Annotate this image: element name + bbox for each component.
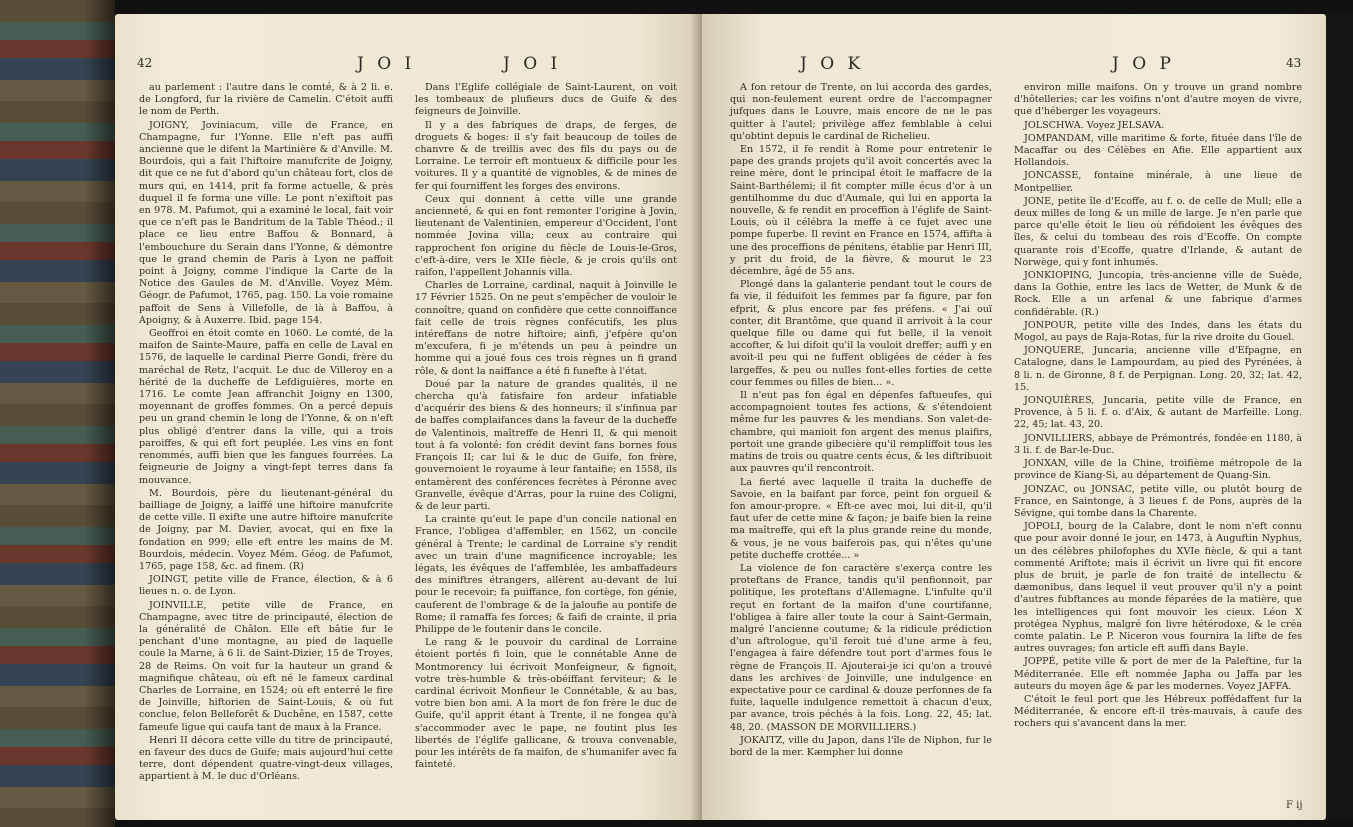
entry-jokaitz: JOKAITZ, ville du Japon, dans l'île de Niphon, fur le bord de la mer. Kæmpher lui donne: [730, 734, 992, 758]
left-page-number: 42: [137, 56, 153, 70]
entry-joncasse: JONCASSE, fontaine minérale, à une lieue de Montpellier.: [1014, 170, 1302, 194]
entry-jonvilliers: JONVILLIERS, abbaye de Prémontrés, fondée en 1180, à 3 li. f. de Bar-le-Duc.: [1014, 432, 1302, 456]
entry-paragraph: En 1572, il fe rendit à Rome pour entretenir le pape des grands projets qu'il avoit concertés avec la reine mère, dont le principal étoit le maffacre de la Saint-Barthélemi; il fit compter mille écus d'or à un gentilhomme du duc d'Aumale, qui lui en apporta la nouvelle, & fe rendit en proceffion à l'églife de Saint-Louis, où il célébra la meffe à ce fujet avec une pompe fuperbe. Il revint en France en 1574, affifta à une des proceffions de pénitens, établie par Henri III, y prit du froid, de la fièvre, & mourut le 23 décembre, âgé de 55 ans.: [730, 144, 993, 278]
left-column-2: [415, 82, 677, 772]
entry-paragraph: La violence de fon caractère s'exerça contre les proteftans de France, tandis qu'il penfionnoit, par politique, les proteftans d'Allemagne. L'infulte qu'il reçut en fortant de la maifon d'une courtifanne, l'obligea à faire aller toute la cour à Saint-Germain, malgré l'ancienne coutume; & la ridicule prédiction d'un aftrologue, qu'il feroit tué d'une arme à feu, l'engagea à faire défendre tout port d'armes fous le règne de François II. Ajouterai-je ici qu'on a trouvé dans les archives de Joinville, une indulgence en expectative pour ce cardinal & douze perfonnes de fa fuite, laquelle indulgence remettoit à chacun d'eux, par avance, trois péchés à la fois. Long. 22, 45; lat. 48, 20. (MASSON DE MORVILLIERS.): [730, 562, 992, 733]
entry-paragraph: Charles de Lorraine, cardinal, naquit à Joinville le 17 Février 1525. On ne peut s'empêcher de vouloir le connoître, quand on confidère que cette connoiffance fait celle de trois règnes confécutifs, les plus intéreffans de notre hiftoire; ainfi, j'efpère qu'on m'excufera, fi je m'étends un peu à peindre un homme qui a joué fous ces trois règnes un fi grand rôle, & dont la naiffance a été fi funefte à l'état.: [415, 280, 677, 377]
entry-jonkioping: JONKIOPING, Juncopia, très-ancienne ville de Suède, dans la Gothie, entre les lacs de Wetter, de Munk & de Rock. Elle a un arfenal & une fabrique d'armes confidérable. (R.): [1014, 270, 1302, 318]
entry-paragraph: M. Bourdois, père du lieutenant-général du bailliage de Joigny, a laiffé une hiftoire manufcrite de cette ville. Il exifte une autre hiftoire manufcrite de Joigny, par M. Davier, avocat, qui en fixe la fondation en 999; elle eft entre les mains de M. Bourdois, médecin. Voyez Mém. Géog. de Pafumot, 1765, page 158, &c. ad finem. (R): [139, 487, 393, 572]
entry-paragraph: Ceux qui donnent à cette ville une grande ancienneté, & qui en font remonter l'origine à Jovin, lieutenant de Valentinien, empereur d'Occident, l'ont nommée Jovina villa; ceux au contraire qui rapprochent fon origine du fiècle de Louis-le-Gros, c'eft-à-dire, vers le XIIe fiècle, & je crois qu'ils ont raifon, l'appellent Johannis villa.: [415, 193, 677, 279]
right-page-number: 43: [1286, 56, 1302, 70]
entry-paragraph: La fierté avec laquelle il traita la ducheffe de Savoie, en la baifant par force, peint fon orgueil & fon amour-propre. « Eft-ce avec moi, lui dit-il, qu'il faut ufer de cette mine & façon; je baife bien la reine ma maîtreffe, qui eft la plus grande reine du monde, & vous, je ne vous baiferois pas, qui n'êtes qu'une petite ducheffe crottée... »: [730, 476, 992, 561]
left-running-head: J O I: [357, 54, 416, 74]
right-running-head-right: J O P: [1112, 54, 1175, 74]
entry-paragraph: Le rang & le pouvoir du cardinal de Lorraine étoient portés fi loin, que le connétable Anne de Montmorency lui écrivoit Monfeigneur, & fignoit, votre très-humble & très-obéiffant ferviteur; & le cardinal écrivoit Monfieur le Connétable, & au bas, votre bien bon ami. A la mort de fon frère le duc de Guife, qu'il apprit étant à Trente, il ne fongea qu'à s'accommoder avec le pape, ne foutint plus les libertés de l'églife gallicane, & trouva convenable, pour les intérêts de fa maifon, de s'humanifer avec fa fainteté.: [415, 637, 677, 771]
signature-mark: F ij: [1286, 800, 1303, 811]
entry-joppe: JOPPÉ, petite ville & port de mer de la Paleftine, fur la Méditerranée. Elle eft nommée Japha ou Jaffa par les auteurs du moyen âge & par les modernes. Voyez JAFFA.: [1014, 656, 1302, 692]
right-column-1: [730, 82, 992, 760]
entry-jonquere: JONQUERE, Juncaria, ancienne ville d'Efpagne, en Catalogne, dans le Lampourdam, au pied des Pyrénées, à 8 li. n. de Gironne, 8 f. de Perpignan. Long. 20, 32; lat. 42, 15.: [1014, 345, 1302, 393]
entry-jonquieres: JONQUIÈRES, Juncaria, petite ville de France, en Provence, à 5 li. f. o. d'Aix, & autant de Marfeille. Long. 22, 45; lat. 43, 20.: [1014, 395, 1302, 431]
entry-paragraph: Il y a des fabriques de draps, de ferges, de droguets & boges: il s'y fait beaucoup de toiles de chanvre & de treillis avec des fils du pays ou de Lorraine. Le terroir eft montueux & difficile pour les voitures. Il y a quantité de vignobles, & de mines de fer qui fourniffent les forges des environs.: [415, 119, 677, 192]
entry-jompandam: JOMPANDAM, ville maritime & forte, fituée dans l'île de Macaffar ou des Célèbes en Afie. Elle appartient aux Hollandois.: [1014, 132, 1302, 169]
entry-paragraph: Geoffroi en étoit comte en 1060. Le comté, de la maifon de Sainte-Maure, paffa en celle de Laval en 1576, de laquelle le cardinal Pierre Gondi, frère du maréchal de Retz, l'acquit. Le duc de Villeroy en a hérité de la ducheffe de Lefdiguières, morte en 1716. Le comte Jean affranchit Joigny en 1300, moyennant de groffes fommes. On a percé depuis peu un grand chemin le long de l'Yonne, & on n'eft plus obligé d'entrer dans la ville, qui a trois paroiffes, & qui eft fort peuplée. Les vins en font renommés, auffi bien que les fangues fourrées. La feigneurie de Joigny a vingt-fept terres dans fa mouvance.: [139, 328, 393, 486]
entry-joinville: JOINVILLE, petite ville de France, en Champagne, avec titre de principauté, élection de la généralité de Châlon. Elle eft bâtie fur le penchant d'une montagne, au pied de laquelle coule la Marne, à 6 li. de Saint-Dizier, 15 de Troyes, 28 de Reims. On voit fur la hauteur un grand & magnifique château, où eft né le fameux cardinal Charles de Lorraine, en 1524; où eft enterré le fire de Joinville, hiftorien de Saint-Louis, & où fut conclue, felon Belleforêt & Duchêne, en 1587, cette fameufe ligue qui caufa tant de maux à la France.: [139, 599, 393, 733]
left-page: [115, 14, 702, 820]
entry-jolschwa: JOLSCHWA. Voyez JELSAVA.: [1024, 119, 1165, 131]
entry-joingt: JOINGT, petite ville de France, élection, & à 6 lieues n. o. de Lyon.: [139, 574, 393, 598]
entry-paragraph: Doué par la nature de grandes qualités, il ne chercha qu'à fatisfaire fon ardeur infatiable d'acquérir des biens & des honneurs; il s'infinua par de baffes complaifances dans la faveur de la ducheffe de Valentinois, maîtreffe de Henri II, & qui menoit tout à fa volonté: fon crédit devint fans bornes fous François II; car lui & le duc de Guife, fon frère, gouvernoient le royaume à leur fantaifie; en 1558, ils entamèrent des conférences fecrètes à Péronne avec Granvelle, évêque d'Arras, pour la ruine des Coligni, & de leur parti.: [415, 378, 677, 512]
right-running-head-left: J O K: [800, 54, 865, 74]
entry-jonzac: JONZAC, ou JONSAC, petite ville, ou plutôt bourg de France, en Saintonge, à 3 lieues f. de Pons, auprès de la Sévigne, qui tombe dans la Charente.: [1014, 483, 1302, 519]
entry-paragraph: Dans l'Eglife collégiale de Saint-Laurent, on voit les tombeaux de plufieurs ducs de Guife & des feigneurs de Joinville.: [415, 82, 677, 118]
right-page: [702, 14, 1326, 820]
entry-paragraph: au parlement : l'autre dans le comté, & à 2 li. e. de Longford, fur la rivière de Camelin. C'étoit auffi le nom de Perth.: [139, 82, 393, 118]
right-column-2: [1014, 82, 1302, 732]
left-column-1: [139, 82, 393, 785]
entry-paragraph: Plongé dans la galanterie pendant tout le cours de fa vie, il féduifoit les femmes par fa figure, par fon efprit, & plus encore par fes préfens. « J'ai ouï conter, dit Brantôme, que quand il arrivoit à la cour quelque fille ou dame qui fut belle, il la venoit accofter, & lui difoit qu'il la vouloit dreffer; auffi y en avoit-il peu qui ne fuffent obligées de céder à fes largeffes, & peu ou nulles font-elles forties de cette cour femmes ou filles de bien... ».: [730, 279, 992, 388]
entry-paragraph: Henri II décora cette ville du titre de principauté, en faveur des ducs de Guife; mais aujourd'hui cette terre, dont dépendent quatre-vingt-deux villages, appartient à M. le duc d'Orléans.: [139, 734, 393, 783]
entry-paragraph: Il n'eut pas fon égal en dépenfes faftueufes, qui accompagnoient toutes fes actions, & s'étendoient même fur les pauvres & les mendians. Son valet-de-chambre, qui manioit fon argent des menus plaifirs, portoit une grande gibecière qu'il rempliffoit tous les matins de trois ou quatre cents écus, & les diftribuoit aux pauvres qu'il rencontroit.: [730, 390, 992, 475]
entry-jone: JONE, petite île d'Ecoffe, au f. o. de celle de Mull; elle a deux milles de long & un mille de large. Je n'en parle que parce qu'elle étoit le lieu où réfidoient les évêques des îles, & celui du tombeau des rois d'Ecoffe. On compte quarante rois d'Ecoffe, quatre d'Irlande, & autant de Norwège, qui y font inhumés.: [1014, 195, 1302, 268]
entry-joigny: JOIGNY, Joviniacum, ville de France, en Champagne, fur l'Yonne. Elle n'eft pas auffi ancienne que le difent la Martinière & d'Anville. M. Bourdois, qui a fait l'hiftoire manufcrite de Joigny, dit que ce ne fut d'abord qu'un château fort, clos de murs qui, en 1414, prit fa forme actuelle, & près duquel il fe forma une ville. Le pont n'exiftoit pas en 978. M. Pafumot, qui a examiné le local, fait voir que ce n'eft pas le Bandritum de la Table Théod.; il place ce lieu entre Baffou & Bonnard, à l'embouchure du Serain dans l'Yonne, & démontre que le grand chemin de Paris à Lyon ne paffoit point à Joigny, comme l'indique la Carte de la Notice des Gaules de M. d'Anville. Voyez Mém. Géogr. de Pafumot, 1765, pag. 150. La voie romaine paffoit de Sens à Villefolle, de là à Baffou, à Apoigny, & à Auxerre. Ibid. page 154.: [139, 119, 393, 326]
entry-paragraph: environ mille maifons. On y trouve un grand nombre d'hôtelleries; car les voifins n'ont d'autre moyen de vivre, que d'héberger les voyageurs.: [1014, 82, 1302, 118]
entry-jopoli: JOPOLI, bourg de la Calabre, dont le nom n'eft connu que pour avoir donné le jour, en 1473, à Auguftin Nyphus, un des célèbres philofophes du XVIe fiècle, & qui a tant commenté Ariftote; mais il écrivit un livre qui fit encore plus de bruit, je parle de fon traité de intellectu & dæmonibus, dans lequel il veut prouver qu'il n'y a point d'autres fubftances au monde féparées de la matière, que les intelligences qui font mouvoir les cieux. Léon X protégea Nyphus, malgré fon livre hétérodoxe, & le créa comte palatin. Le P. Niceron vous fournira la lifte de fes autres ouvrages; fon article eft auffi dans Bayle.: [1014, 521, 1302, 655]
entry-paragraph: C'étoit le feul port que les Hébreux poffédaffent fur la Méditerranée, & encore eft-il très-mauvais, à caufe des rochers qui s'avancent dans la mer.: [1014, 693, 1302, 730]
background-edge: [1326, 14, 1353, 820]
left-running-head-col2: J O I: [503, 54, 562, 74]
entry-paragraph: A fon retour de Trente, on lui accorda des gardes, qui non-feulement eurent ordre de l'accompagner jufques dans le Louvre, mais encore de ne le pas quitter à l'autel; privilège affez femblable à celui qu'obtint depuis le cardinal de Richelieu.: [730, 82, 992, 142]
entry-jonxan: JONXAN, ville de la Chine, troifième métropole de la province de Kiang-Si, au département de Quang-Sin.: [1014, 458, 1302, 482]
entry-jonpour: JONPOUR, petite ville des Indes, dans les états du Mogol, au pays de Raja-Rotas, fur la rive droite du Gouel.: [1014, 319, 1302, 344]
adjacent-book-spines: [0, 0, 115, 827]
entry-paragraph: La crainte qu'eut le pape d'un concile national en France, l'obligea d'affembler, en 1562, un concile général à Trente; le cardinal de Lorraine s'y rendit avec un train d'une magnificence incroyable; les légats, les évêques de l'affemblée, les ambaffadeurs des miniftres étrangers, allèrent au-devant de lui pour le recevoir; fa puiffance, fon cortège, fon génie, cauferent de l'ombrage & de la jaloufie au pontife de Rome; il ramaffa fes forces; & faifi de crainte, il pria Philippe de le foutenir dans le concile.: [415, 514, 677, 635]
